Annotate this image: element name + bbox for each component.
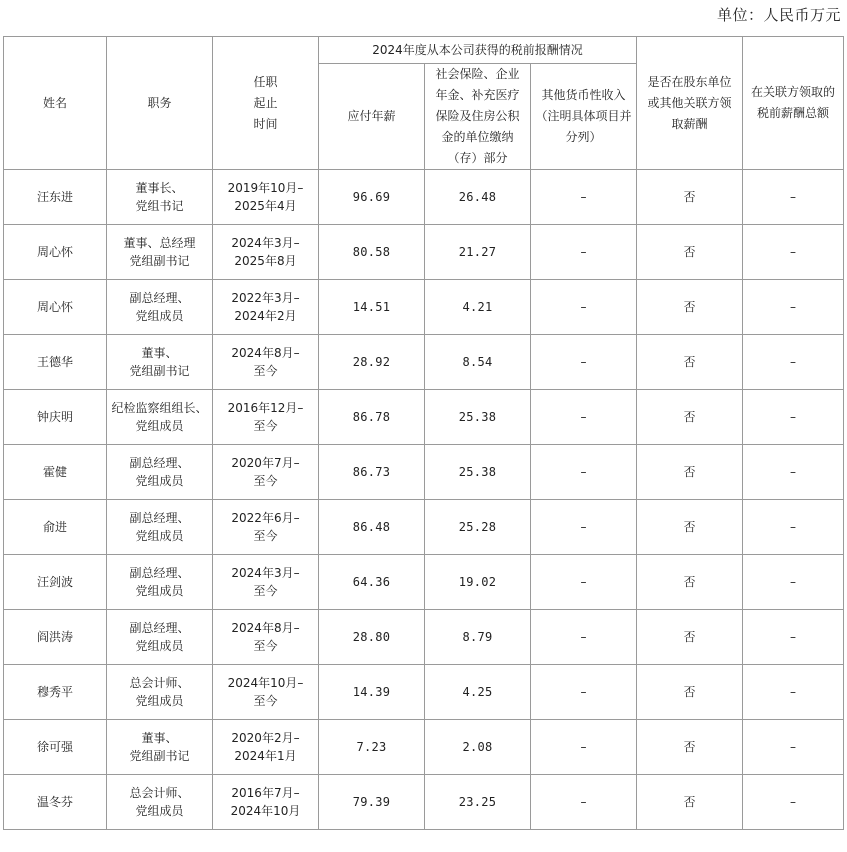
cell-position [107,610,213,665]
header-salary: 应付年薪 [319,64,425,170]
cell-position [107,555,213,610]
cell-related-total: – [743,500,844,555]
tenure-line: 2024年8月– [231,346,300,360]
cell-insurance: 4.25 [425,665,531,720]
cell-shareholder: 否 [637,170,743,225]
cell-shareholder: 否 [637,280,743,335]
unit-label: 单位：人民币万元 [716,6,841,24]
cell-shareholder: 否 [637,720,743,775]
cell-tenure [213,555,319,610]
header-tenure-line: 任职 [253,74,278,89]
cell-related-total: – [743,610,844,665]
table-row [4,775,844,830]
cell-insurance: 21.27 [425,225,531,280]
tenure-line: 2024年1月 [234,749,297,763]
cell-position [107,775,213,830]
cell-position [107,500,213,555]
cell-position [107,665,213,720]
cell-name: 霍健 [4,445,107,500]
cell-other-income: – [531,445,637,500]
cell-salary: 14.51 [319,280,425,335]
position-line: 党组成员 [135,309,184,323]
header-related-total: 在关联方领取的税前薪酬总额 [743,37,844,170]
cell-tenure [213,225,319,280]
cell-insurance: 19.02 [425,555,531,610]
cell-other-income: – [531,665,637,720]
table-row [4,610,844,665]
cell-position [107,445,213,500]
header-group: 2024年度从本公司获得的税前报酬情况 [319,37,637,64]
header-name: 姓名 [4,37,107,170]
tenure-line: 2024年2月 [234,309,297,323]
cell-salary: 86.78 [319,390,425,445]
table-row [4,555,844,610]
cell-other-income: – [531,555,637,610]
position-line: 副总经理、 [129,291,190,305]
cell-name: 徐可强 [4,720,107,775]
tenure-line: 至今 [253,474,278,488]
cell-insurance: 26.48 [425,170,531,225]
tenure-line: 2016年7月– [231,786,300,800]
position-line: 总会计师、 [129,676,190,690]
cell-insurance: 8.79 [425,610,531,665]
tenure-line: 至今 [253,584,278,598]
tenure-line: 2025年8月 [234,254,297,268]
header-shareholder: 是否在股东单位或其他关联方领取薪酬 [637,37,743,170]
cell-tenure [213,335,319,390]
position-line: 董事长、 [135,181,184,195]
cell-tenure [213,720,319,775]
cell-tenure [213,390,319,445]
tenure-line: 2024年10月 [230,804,301,818]
cell-insurance: 25.38 [425,390,531,445]
position-line: 党组副书记 [129,254,190,268]
tenure-line: 至今 [253,694,278,708]
header-tenure [213,37,319,170]
cell-position [107,720,213,775]
cell-shareholder: 否 [637,390,743,445]
cell-related-total: – [743,665,844,720]
table-row [4,665,844,720]
cell-other-income: – [531,390,637,445]
position-line: 党组成员 [135,419,184,433]
cell-salary: 7.23 [319,720,425,775]
cell-insurance: 25.38 [425,445,531,500]
cell-related-total: – [743,225,844,280]
cell-shareholder: 否 [637,775,743,830]
cell-position [107,280,213,335]
table-row [4,335,844,390]
position-line: 董事、总经理 [123,236,196,250]
table-row [4,500,844,555]
header-other-income [531,64,637,170]
cell-salary: 28.92 [319,335,425,390]
cell-tenure [213,170,319,225]
tenure-line: 2020年2月– [231,731,300,745]
cell-tenure [213,610,319,665]
cell-position [107,225,213,280]
table-body [4,170,844,830]
position-line: 董事、 [141,346,178,360]
cell-name: 穆秀平 [4,665,107,720]
cell-other-income: – [531,225,637,280]
position-line: 总会计师、 [129,786,190,800]
cell-shareholder: 否 [637,500,743,555]
cell-insurance: 4.21 [425,280,531,335]
cell-shareholder: 否 [637,225,743,280]
cell-name: 钟庆明 [4,390,107,445]
position-line: 党组成员 [135,804,184,818]
header-tenure-line: 时间 [253,116,278,131]
cell-salary: 80.58 [319,225,425,280]
cell-position [107,335,213,390]
header-tenure-line: 起止 [253,95,278,110]
header-other-line: 分列） [565,130,602,144]
cell-tenure [213,500,319,555]
cell-other-income: – [531,720,637,775]
cell-other-income: – [531,500,637,555]
tenure-line: 2024年8月– [231,621,300,635]
cell-name: 王德华 [4,335,107,390]
cell-name: 汪东进 [4,170,107,225]
position-line: 副总经理、 [129,456,190,470]
cell-salary: 28.80 [319,610,425,665]
table-header [4,37,844,170]
cell-tenure [213,775,319,830]
position-line: 党组成员 [135,529,184,543]
cell-other-income: – [531,610,637,665]
cell-related-total: – [743,775,844,830]
position-line: 副总经理、 [129,621,190,635]
position-line: 党组成员 [135,694,184,708]
cell-name: 阎洪涛 [4,610,107,665]
cell-shareholder: 否 [637,665,743,720]
cell-name: 周心怀 [4,280,107,335]
cell-shareholder: 否 [637,445,743,500]
header-other-line: （注明具体项目并 [535,109,632,123]
cell-position [107,390,213,445]
cell-related-total: – [743,445,844,500]
position-line: 纪检监察组组长、 [111,401,208,415]
cell-other-income: – [531,170,637,225]
cell-salary: 86.73 [319,445,425,500]
cell-insurance: 2.08 [425,720,531,775]
cell-insurance: 23.25 [425,775,531,830]
cell-tenure [213,280,319,335]
table-row [4,280,844,335]
position-line: 党组书记 [135,199,184,213]
cell-other-income: – [531,335,637,390]
tenure-line: 至今 [253,364,278,378]
tenure-line: 至今 [253,639,278,653]
cell-related-total: – [743,720,844,775]
header-other-line: 其他货币性收入 [541,88,626,102]
table-row [4,720,844,775]
cell-shareholder: 否 [637,335,743,390]
cell-related-total: – [743,390,844,445]
cell-related-total: – [743,555,844,610]
position-line: 党组副书记 [129,364,190,378]
cell-salary: 86.48 [319,500,425,555]
header-position: 职务 [107,37,213,170]
tenure-line: 2024年3月– [231,566,300,580]
cell-salary: 14.39 [319,665,425,720]
cell-shareholder: 否 [637,610,743,665]
table-row [4,225,844,280]
tenure-line: 2024年10月– [227,676,304,690]
tenure-line: 2020年7月– [231,456,300,470]
position-line: 党组成员 [135,474,184,488]
tenure-line: 至今 [253,419,278,433]
cell-tenure [213,665,319,720]
cell-name: 汪剑波 [4,555,107,610]
cell-name: 周心怀 [4,225,107,280]
position-line: 副总经理、 [129,566,190,580]
cell-insurance: 8.54 [425,335,531,390]
header-insurance: 社会保险、企业年金、补充医疗保险及住房公积金的单位缴纳（存）部分 [425,64,531,170]
tenure-line: 2019年10月– [227,181,304,195]
cell-other-income: – [531,280,637,335]
cell-shareholder: 否 [637,555,743,610]
table-row [4,445,844,500]
cell-name: 俞进 [4,500,107,555]
tenure-line: 2022年3月– [231,291,300,305]
position-line: 董事、 [141,731,178,745]
tenure-line: 2016年12月– [227,401,304,415]
position-line: 党组成员 [135,639,184,653]
cell-related-total: – [743,170,844,225]
cell-tenure [213,445,319,500]
cell-salary: 64.36 [319,555,425,610]
table-row [4,390,844,445]
tenure-line: 2022年6月– [231,511,300,525]
cell-other-income: – [531,775,637,830]
cell-salary: 79.39 [319,775,425,830]
position-line: 副总经理、 [129,511,190,525]
compensation-table [3,36,844,830]
cell-insurance: 25.28 [425,500,531,555]
cell-position [107,170,213,225]
cell-salary: 96.69 [319,170,425,225]
tenure-line: 至今 [253,529,278,543]
table-row [4,170,844,225]
tenure-line: 2024年3月– [231,236,300,250]
cell-related-total: – [743,335,844,390]
cell-related-total: – [743,280,844,335]
position-line: 党组成员 [135,584,184,598]
cell-name: 温冬芬 [4,775,107,830]
position-line: 党组副书记 [129,749,190,763]
tenure-line: 2025年4月 [234,199,297,213]
